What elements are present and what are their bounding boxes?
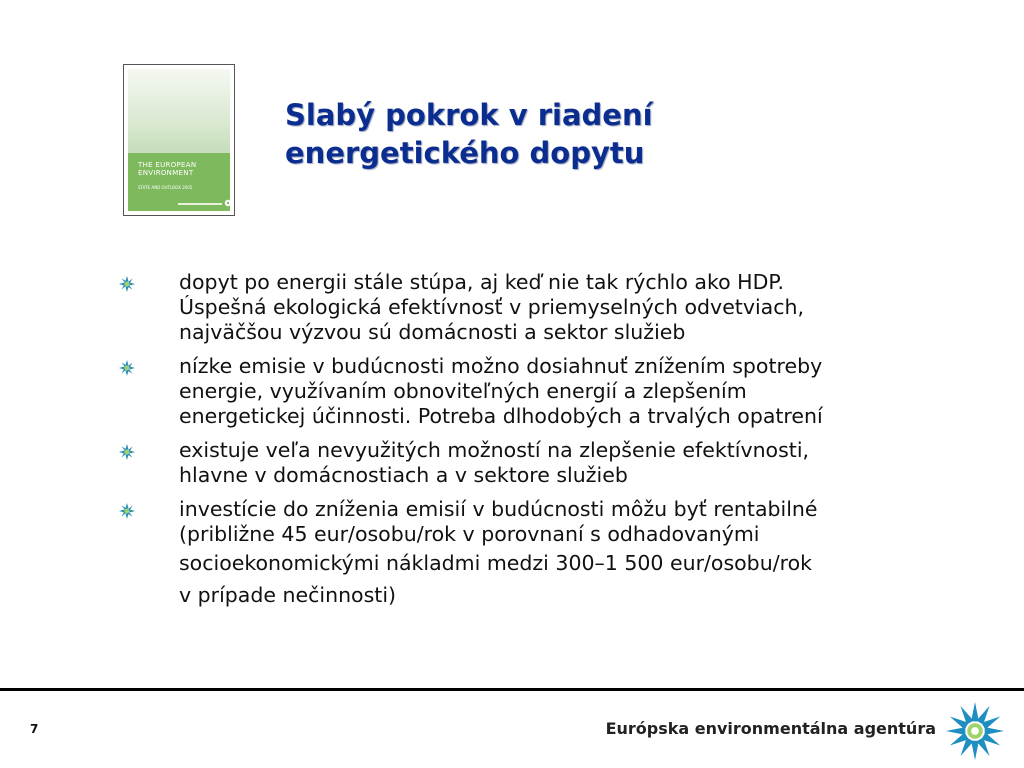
- cover-subtitle: STATE AND OUTLOOK 2005: [138, 185, 193, 190]
- report-cover-thumbnail: [123, 64, 235, 216]
- cover-title-line: THE EUROPEAN: [138, 161, 197, 169]
- bullet-text-line: (približne 45 eur/osobu/rok v porovnaní s odhadovanými: [179, 522, 760, 546]
- eea-sun-icon: [119, 276, 135, 292]
- bullet-item: [119, 270, 1014, 345]
- bullet-item: [119, 354, 1014, 429]
- eea-logo-icon: [944, 700, 1006, 762]
- eea-sun-icon: [119, 360, 135, 376]
- report-cover-artwork: [128, 69, 230, 211]
- bullet-item: [119, 438, 1014, 488]
- bullet-text-line: v prípade nečinnosti): [179, 583, 397, 607]
- slide-title-line: Slabý pokrok v riadení: [285, 98, 653, 132]
- bullet-text-line: dopyt po energii stále stúpa, aj keď nie tak rýchlo ako HDP.: [179, 270, 785, 294]
- footer-divider: [0, 688, 1024, 691]
- bullet-list: [119, 270, 1014, 620]
- eea-sun-icon: [119, 503, 135, 519]
- cover-title: [138, 161, 228, 177]
- bullet-text-line: existuje veľa nevyužitých možností na zlepšenie efektívnosti,: [179, 438, 810, 462]
- cover-footer-bar: [178, 203, 222, 205]
- page-number: 7: [30, 722, 39, 736]
- bullet-text-line: Úspešná ekologická efektívnosť v priemyselných odvetviach,: [179, 295, 805, 319]
- slide-title-line: energetického dopytu: [285, 136, 645, 170]
- eea-sun-icon: [119, 444, 135, 460]
- cover-logo-icon: [224, 199, 230, 207]
- bullet-item: [119, 497, 1014, 611]
- bullet-text-line: najväčšou výzvou sú domácnosti a sektor služieb: [179, 320, 686, 344]
- agency-name: Európska environmentálna agentúra: [605, 719, 936, 738]
- bullet-text-line: investície do zníženia emisií v budúcnosti môžu byť rentabilné: [179, 497, 818, 521]
- slide-title: [285, 96, 653, 172]
- cover-title-line: ENVIRONMENT: [138, 169, 194, 177]
- bullet-text-line: energie, využívaním obnoviteľných energií a zlepšením: [179, 379, 747, 403]
- bullet-text-line: energetickej účinnosti. Potreba dlhodobých a trvalých opatrení: [179, 404, 823, 428]
- bullet-text-line: hlavne v domácnostiach a v sektore služieb: [179, 463, 628, 487]
- bullet-text-line: socioekonomickými nákladmi medzi 300–1 500 eur/osobu/rok: [179, 551, 812, 575]
- bullet-text-line: nízke emisie v budúcnosti možno dosiahnuť znížením spotreby: [179, 354, 823, 378]
